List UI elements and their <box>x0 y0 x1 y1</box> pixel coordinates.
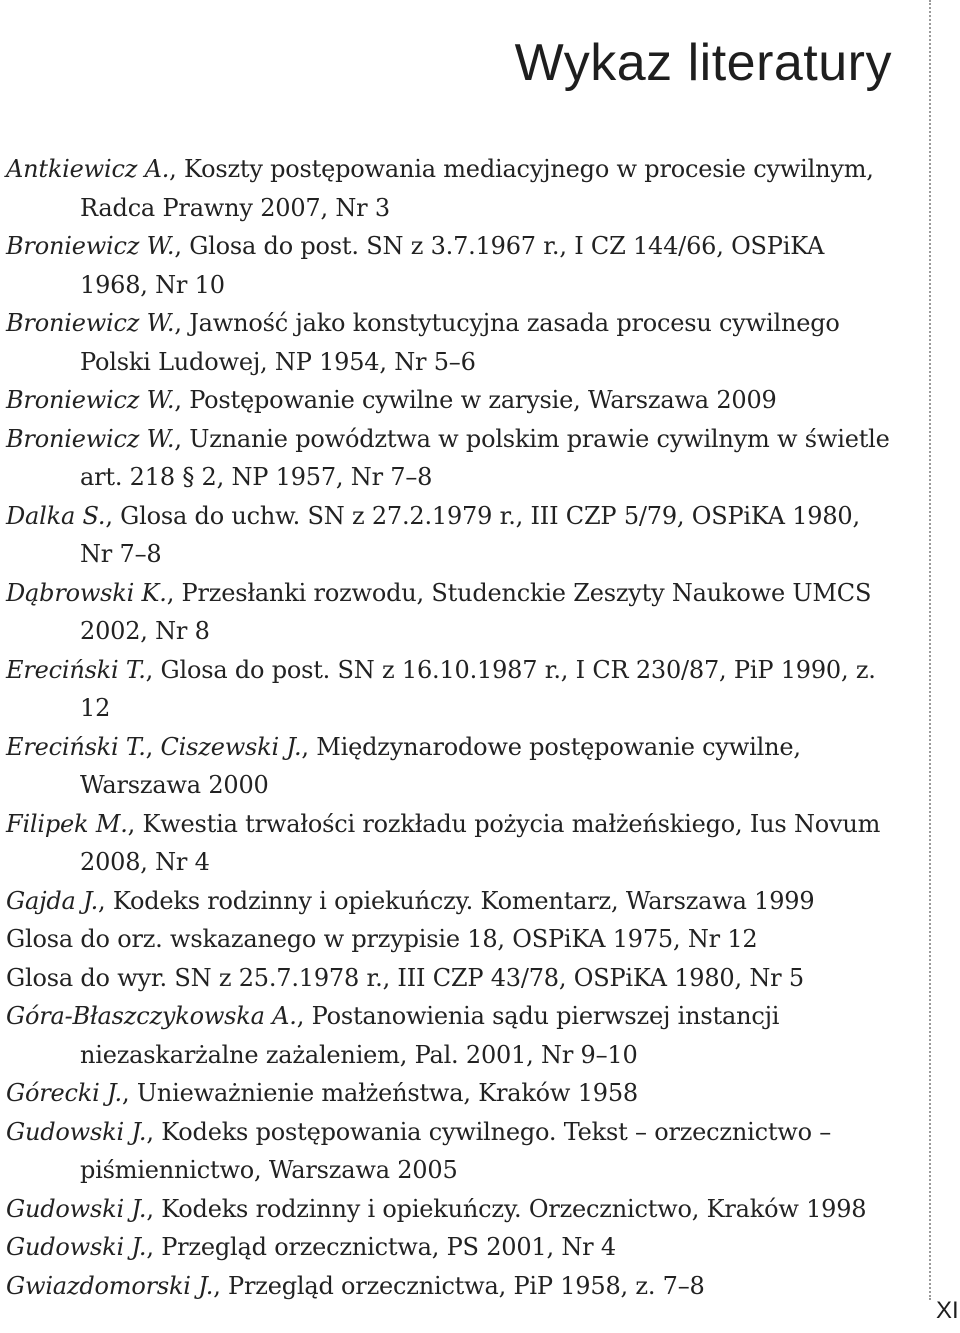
entry-author: Dąbrowski K. <box>6 578 167 607</box>
entry-details: , Glosa do post. SN z 3.7.1967 r., I CZ 144/66, OSPiKA 1968, Nr 10 <box>80 232 825 299</box>
entry-author: Górecki J. <box>6 1079 122 1107</box>
entry-details: , Przegląd orzecznictwa, PS 2001, Nr 4 <box>146 1233 616 1261</box>
entry-details: , Przesłanki rozwodu, Studenckie Zeszyty Naukowe UMCS 2002, Nr 8 <box>80 578 872 645</box>
bibliography-entry <box>6 805 894 882</box>
bibliography-entry <box>6 574 894 651</box>
entry-author: Gudowski J. <box>6 1117 147 1146</box>
entry-author: Gwiazdomorski J. <box>6 1271 214 1300</box>
entry-details: , Glosa do post. SN z 16.10.1987 r., I CR 230/87, PiP 1990, z. 12 <box>80 655 876 722</box>
entry-details: , Kodeks rodzinny i opiekuńczy. Orzecznictwo, Kraków 1998 <box>146 1194 867 1223</box>
bibliography-entry <box>6 1190 894 1229</box>
bibliography-entry <box>6 227 894 304</box>
entry-details: , Glosa do uchw. SN z 27.2.1979 r., III CZP 5/79, OSPiKA 1980, Nr 7–8 <box>80 501 860 568</box>
bibliography-entry <box>6 728 894 805</box>
entry-details: , Przegląd orzecznictwa, PiP 1958, z. 7–8 <box>213 1271 705 1300</box>
entry-author: Gajda J. <box>6 886 99 915</box>
entry-author: Ereciński T. <box>6 655 146 684</box>
entry-author: Ereciński T. <box>6 732 146 761</box>
entry-details: , Postępowanie cywilne w zarysie, Warszawa 2009 <box>174 386 777 414</box>
bibliography-list <box>6 150 894 1305</box>
entry-author: Góra-Błaszczykowska A. <box>6 1002 297 1030</box>
bibliography-entry <box>6 497 894 574</box>
bibliography-entry <box>6 420 894 497</box>
margin-dotted-rule <box>929 0 931 1300</box>
bibliography-entry <box>6 651 894 728</box>
entry-author: Broniewicz W. <box>6 424 175 453</box>
entry-author: Dalka S. <box>6 501 106 530</box>
entry-author: Broniewicz W. <box>6 232 175 260</box>
entry-author: Antkiewicz A. <box>6 155 170 183</box>
entry-details: , Międzynarodowe postępowanie cywilne, Warszawa 2000 <box>80 732 801 799</box>
bibliography-entry <box>6 304 894 381</box>
entry-details: , Uznanie powództwa w polskim prawie cywilnym w świetle art. 218 § 2, NP 1957, Nr 7–8 <box>80 424 890 491</box>
entry-author: Broniewicz W. <box>6 309 175 337</box>
bibliography-entry <box>6 1267 894 1306</box>
entry-details: , Kodeks postępowania cywilnego. Tekst – orzecznictwo – piśmiennictwo, Warszawa 2005 <box>80 1117 832 1184</box>
entry-details: , Jawność jako konstytucyjna zasada procesu cywilnego Polski Ludowej, NP 1954, Nr 5–6 <box>80 309 840 376</box>
entry-author: Gudowski J. <box>6 1194 147 1223</box>
page-title: Wykaz literatury <box>514 33 892 92</box>
entry-author: Broniewicz W. <box>6 386 175 414</box>
entry-details: Glosa do wyr. SN z 25.7.1978 r., III CZP 43/78, OSPiKA 1980, Nr 5 <box>6 963 804 992</box>
bibliography-entry <box>6 959 894 998</box>
entry-details: , Koszty postępowania mediacyjnego w procesie cywilnym, Radca Prawny 2007, Nr 3 <box>80 155 874 222</box>
entry-author-separator: , <box>145 732 161 761</box>
entry-details: , Kodeks rodzinny i opiekuńczy. Komentarz, Warszawa 1999 <box>98 886 815 915</box>
bibliography-entry <box>6 882 894 921</box>
bibliography-entry <box>6 997 894 1074</box>
entry-details: Glosa do orz. wskazanego w przypisie 18, OSPiKA 1975, Nr 12 <box>6 925 758 953</box>
bibliography-entry <box>6 1113 894 1190</box>
entry-author: Filipek M. <box>6 809 128 838</box>
bibliography-entry <box>6 1228 894 1267</box>
entry-details: , Postanowienia sądu pierwszej instancji niezaskarżalne zażaleniem, Pal. 2001, Nr 9–10 <box>80 1002 780 1069</box>
entry-coauthor: Ciszewski J. <box>160 732 302 761</box>
page-number: XI <box>936 1297 959 1324</box>
entry-details: , Kwestia trwałości rozkładu pożycia małżeńskiego, Ius Novum 2008, Nr 4 <box>80 809 881 876</box>
bibliography-entry <box>6 1074 894 1113</box>
bibliography-entry <box>6 150 894 227</box>
entry-details: , Unieważnienie małżeństwa, Kraków 1958 <box>121 1079 638 1107</box>
entry-author: Gudowski J. <box>6 1233 147 1261</box>
bibliography-entry <box>6 920 894 959</box>
bibliography-entry <box>6 381 894 420</box>
